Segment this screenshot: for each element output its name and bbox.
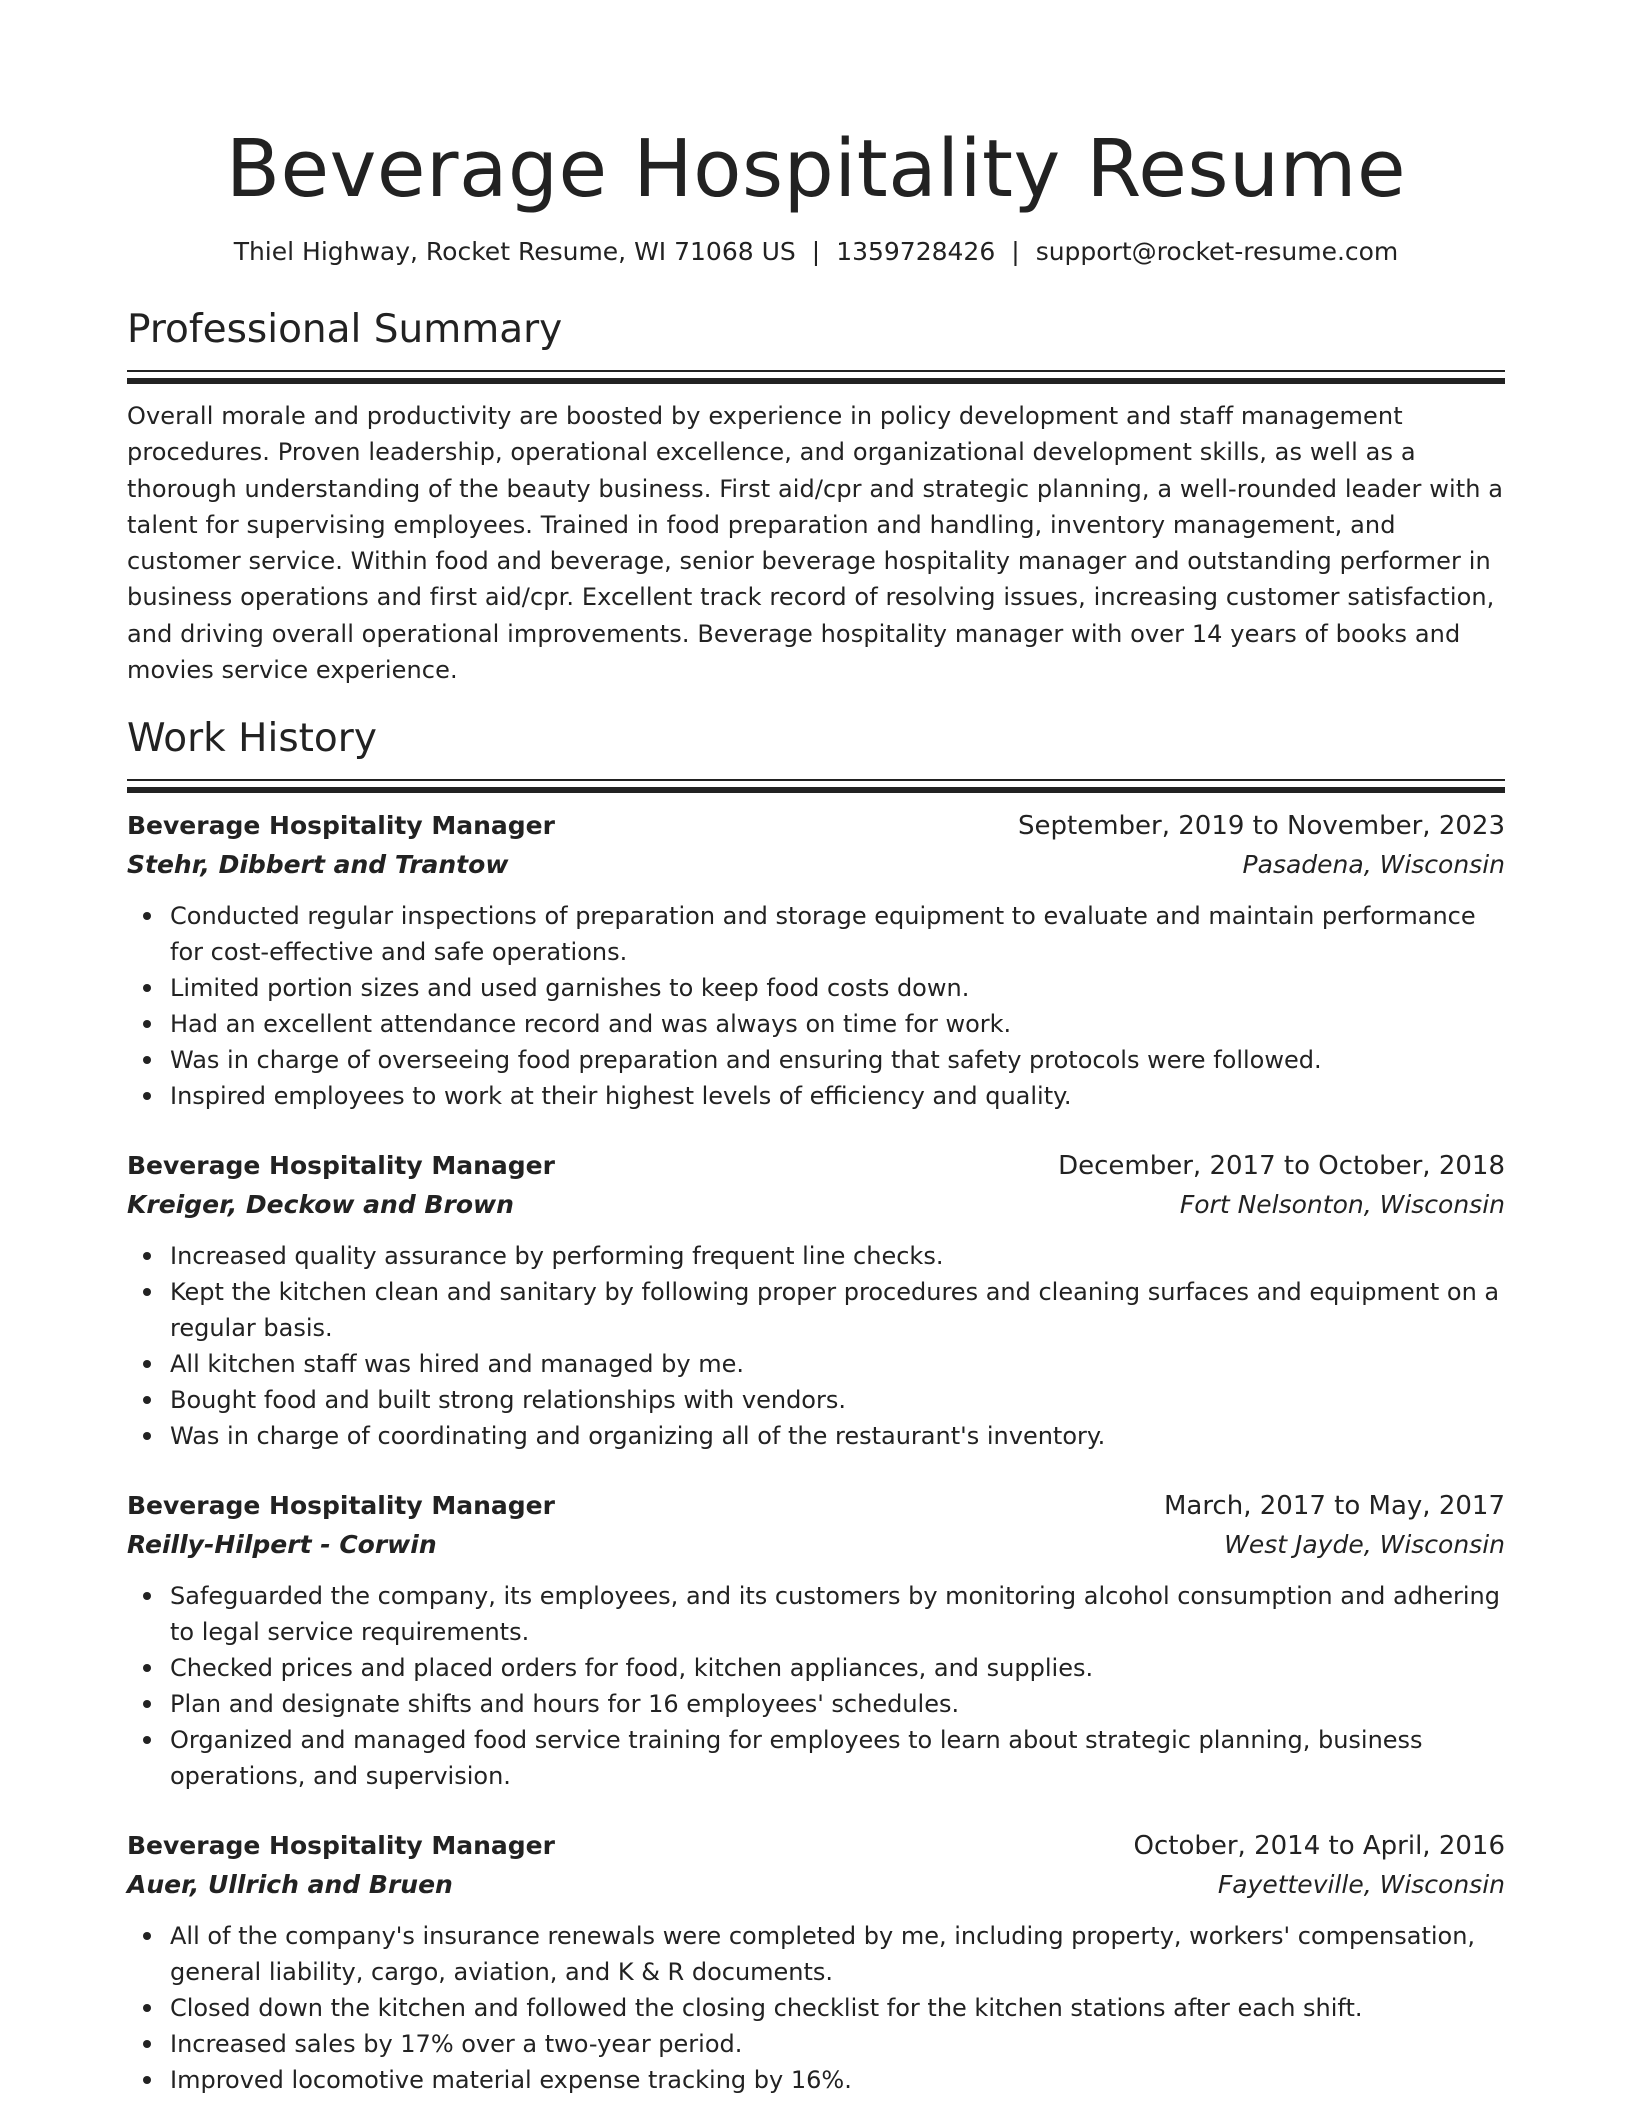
job-company: Auer, Ullrich and Bruen <box>127 1870 453 1900</box>
job-company: Stehr, Dibbert and Trantow <box>127 850 509 880</box>
job-title: Beverage Hospitality Manager <box>127 1491 555 1521</box>
job-bullet-item: Inspired employees to work at their highest levels of efficiency and quality. <box>170 1078 1505 1114</box>
job-title: Beverage Hospitality Manager <box>127 811 555 841</box>
contact-email[interactable]: support@rocket-resume.com <box>1035 237 1399 266</box>
job-bullet-list <box>127 1578 1505 1794</box>
job-bullet-item: Bought food and built strong relationships with vendors. <box>170 1382 1505 1418</box>
job-dates: March, 2017 to May, 2017 <box>1163 1491 1505 1522</box>
job-bullet-list <box>127 1238 1505 1454</box>
contact-line <box>127 235 1505 269</box>
job-location: Fort Nelsonton, Wisconsin <box>1179 1190 1505 1220</box>
summary-paragraph: Overall morale and productivity are boosted by experience in policy development and staff management procedures. Proven leadership, operational excellence, and organizational development skills, as well as a thorough understanding of the beauty business. First aid/cpr and strategic planning, a well-rounded leader with a talent for supervising employees. Trained in food preparation and handling, inventory management, and customer service. Within food and beverage, senior beverage hospitality manager and outstanding performer in business operations and first aid/cpr. Excellent track record of resolving issues, increasing customer satisfaction, and driving overall operational improvements. Beverage hospitality manager with over 14 years of books and movies service experience. <box>127 402 1504 685</box>
job-bullet-item: Had an excellent attendance record and was always on time for work. <box>170 1006 1505 1042</box>
work-history-section <box>127 714 1505 2098</box>
section-heading: Work History <box>127 716 377 762</box>
job-header-row <box>127 1826 1505 1866</box>
job-location: Fayetteville, Wisconsin <box>1217 1870 1505 1900</box>
job-bullet-item: Safeguarded the company, its employees, and its customers by monitoring alcohol consumption and adhering to legal service requirements. <box>170 1578 1505 1650</box>
job-header-row <box>127 806 1505 846</box>
job-entry <box>127 806 1505 1114</box>
professional-summary-section <box>127 305 1505 688</box>
job-company-row <box>127 1526 1505 1564</box>
resume-title: Beverage Hospitality Resume <box>225 123 1407 215</box>
job-bullet-item: Organized and managed food service training for employees to learn about strategic planning, business operations, and supervision. <box>170 1722 1505 1794</box>
contact-separator: | <box>811 237 821 266</box>
section-divider <box>127 370 1505 372</box>
job-bullet-list <box>127 1918 1505 2098</box>
job-company: Reilly-Hilpert - Corwin <box>127 1530 437 1560</box>
job-bullet-item: Kept the kitchen clean and sanitary by following proper procedures and cleaning surfaces and equipment on a regular basis. <box>170 1274 1505 1346</box>
job-title: Beverage Hospitality Manager <box>127 1151 555 1181</box>
job-bullet-item: Increased quality assurance by performing frequent line checks. <box>170 1238 1505 1274</box>
job-title: Beverage Hospitality Manager <box>127 1831 555 1861</box>
contact-address: Thiel Highway, Rocket Resume, WI 71068 US <box>233 237 796 266</box>
job-company: Kreiger, Deckow and Brown <box>127 1190 514 1220</box>
job-entry <box>127 1826 1505 2098</box>
job-company-row <box>127 1866 1505 1904</box>
section-heading: Professional Summary <box>127 307 563 352</box>
job-entry <box>127 1146 1505 1454</box>
contact-phone: 1359728426 <box>836 237 996 266</box>
job-bullet-item: Conducted regular inspections of preparation and storage equipment to evaluate and maintain performance for cost-effective and safe operations. <box>170 898 1505 970</box>
job-bullet-item: All of the company's insurance renewals were completed by me, including property, workers' compensation, general liability, cargo, aviation, and K & R documents. <box>170 1918 1505 1990</box>
job-bullet-item: Improved locomotive material expense tracking by 16%. <box>170 2062 1505 2098</box>
job-bullet-item: All kitchen staff was hired and managed by me. <box>170 1346 1505 1382</box>
job-bullet-item: Closed down the kitchen and followed the closing checklist for the kitchen stations after each shift. <box>170 1990 1505 2026</box>
job-bullet-item: Increased sales by 17% over a two-year period. <box>170 2026 1505 2062</box>
job-header-row <box>127 1486 1505 1526</box>
job-bullet-item: Checked prices and placed orders for food, kitchen appliances, and supplies. <box>170 1650 1505 1686</box>
job-dates: October, 2014 to April, 2016 <box>1133 1831 1505 1862</box>
job-dates: September, 2019 to November, 2023 <box>1018 811 1505 842</box>
contact-separator: | <box>1011 237 1020 266</box>
section-divider <box>127 779 1505 781</box>
job-company-row <box>127 846 1505 884</box>
job-bullet-item: Limited portion sizes and used garnishes to keep food costs down. <box>170 970 1505 1006</box>
job-entry <box>127 1486 1505 1794</box>
job-location: Pasadena, Wisconsin <box>1242 850 1505 880</box>
job-bullet-item: Plan and designate shifts and hours for 16 employees' schedules. <box>170 1686 1505 1722</box>
jobs-list <box>127 806 1505 2098</box>
job-company-row <box>127 1186 1505 1224</box>
job-bullet-list <box>127 898 1505 1114</box>
job-bullet-item: Was in charge of coordinating and organizing all of the restaurant's inventory. <box>170 1418 1505 1454</box>
job-bullet-item: Was in charge of overseeing food preparation and ensuring that safety protocols were followed. <box>170 1042 1505 1078</box>
job-dates: December, 2017 to October, 2018 <box>1058 1151 1505 1182</box>
job-header-row <box>127 1146 1505 1186</box>
job-location: West Jayde, Wisconsin <box>1224 1530 1505 1560</box>
